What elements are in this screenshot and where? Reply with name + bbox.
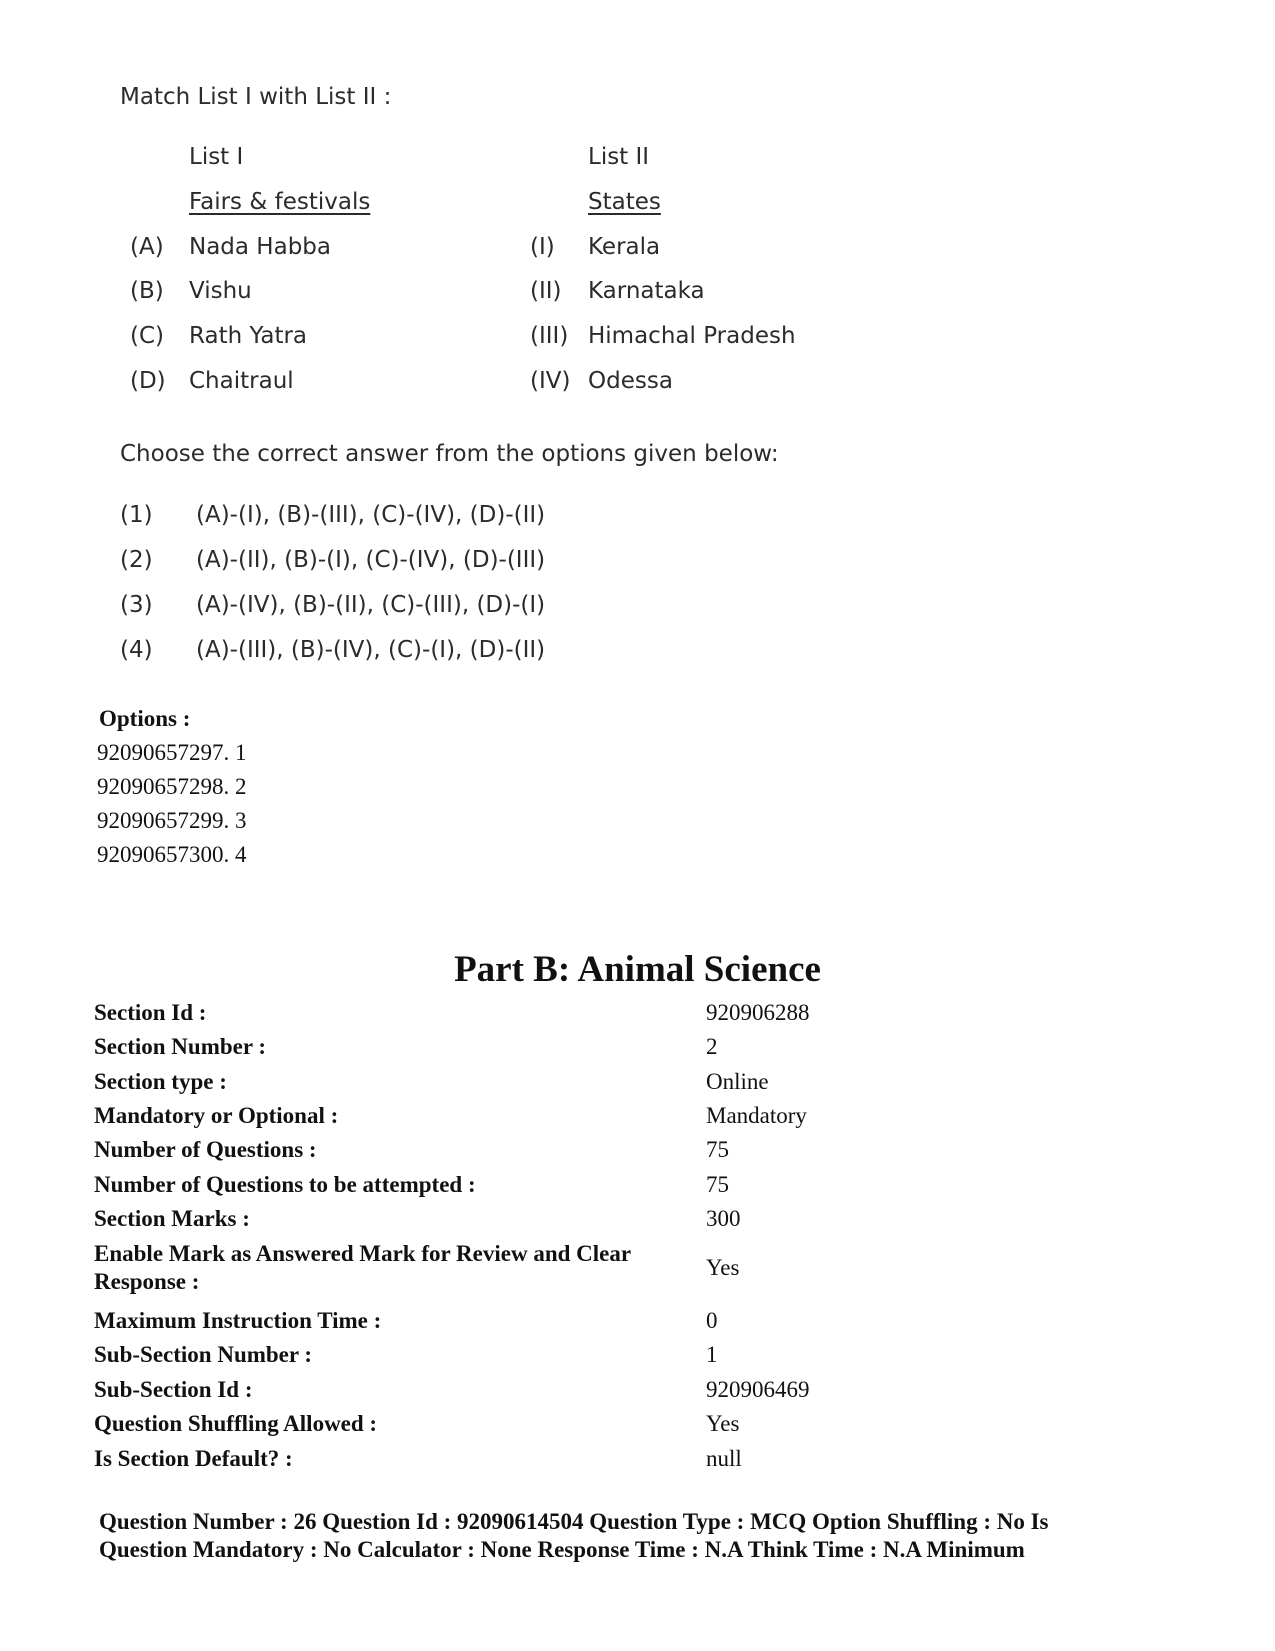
list1-item: Chaitraul bbox=[189, 368, 294, 394]
section-label: Mandatory or Optional : bbox=[94, 1103, 339, 1128]
list2-marker: (II) bbox=[530, 278, 562, 304]
metadata-line: Question Mandatory : No Calculator : None Response Time : N.A Think Time : N.A Minimum bbox=[99, 1537, 1025, 1562]
list1-item: Nada Habba bbox=[189, 234, 331, 260]
list2-subheader: States bbox=[588, 189, 661, 215]
section-label: Enable Mark as Answered Mark for Review and Clear Response : bbox=[94, 1241, 631, 1294]
section-value: Mandatory bbox=[706, 1103, 807, 1128]
section-value: 75 bbox=[706, 1172, 729, 1197]
section-label: Maximum Instruction Time : bbox=[94, 1308, 382, 1333]
section-label: Is Section Default? : bbox=[94, 1446, 293, 1471]
choice-number: (3) bbox=[120, 592, 153, 618]
list2-item: Himachal Pradesh bbox=[588, 323, 796, 349]
list1-marker: (C) bbox=[130, 323, 165, 349]
list1-marker: (D) bbox=[130, 368, 166, 394]
choice-text: (A)-(II), (B)-(I), (C)-(IV), (D)-(III) bbox=[196, 547, 546, 573]
option-item: 92090657300. 4 bbox=[97, 842, 247, 867]
section-value: 2 bbox=[706, 1034, 718, 1059]
list2-item: Kerala bbox=[588, 234, 661, 260]
list2-header: List II bbox=[588, 144, 650, 170]
section-value: 920906288 bbox=[706, 1000, 810, 1025]
list2-marker: (IV) bbox=[530, 368, 571, 394]
list1-marker: (B) bbox=[130, 278, 164, 304]
section-label: Number of Questions : bbox=[94, 1137, 317, 1162]
section-label: Section Number : bbox=[94, 1034, 267, 1059]
option-item: 92090657298. 2 bbox=[97, 774, 247, 799]
question-instruction: Choose the correct answer from the options given below: bbox=[120, 441, 779, 467]
option-item: 92090657299. 3 bbox=[97, 808, 247, 833]
section-label: Number of Questions to be attempted : bbox=[94, 1172, 476, 1197]
list2-marker: (III) bbox=[530, 323, 569, 349]
section-value: 300 bbox=[706, 1206, 741, 1231]
section-label: Section Id : bbox=[94, 1000, 207, 1025]
section-label: Section Marks : bbox=[94, 1206, 250, 1231]
question-image bbox=[0, 0, 1275, 680]
list1-header: List I bbox=[189, 144, 244, 170]
section-label: Question Shuffling Allowed : bbox=[94, 1411, 378, 1436]
options-heading: Options : bbox=[99, 706, 191, 731]
section-label: Sub-Section Id : bbox=[94, 1377, 253, 1402]
section-value: Yes bbox=[706, 1411, 740, 1436]
section-value: Yes bbox=[706, 1255, 740, 1280]
list2-item: Odessa bbox=[588, 368, 673, 394]
choice-number: (2) bbox=[120, 547, 153, 573]
section-label: Sub-Section Number : bbox=[94, 1342, 313, 1367]
list1-item: Rath Yatra bbox=[189, 323, 308, 349]
question-metadata bbox=[99, 1508, 1199, 1564]
section-title: Part B: Animal Science bbox=[454, 949, 821, 990]
section-value: null bbox=[706, 1446, 742, 1471]
section-value: 1 bbox=[706, 1342, 718, 1367]
list2-item: Karnataka bbox=[588, 278, 705, 304]
section-value: 75 bbox=[706, 1137, 729, 1162]
section-value: 0 bbox=[706, 1308, 718, 1333]
section-label: Section type : bbox=[94, 1069, 227, 1094]
choice-number: (1) bbox=[120, 502, 153, 528]
choice-text: (A)-(III), (B)-(IV), (C)-(I), (D)-(II) bbox=[196, 637, 546, 663]
section-value: 920906469 bbox=[706, 1377, 810, 1402]
choice-text: (A)-(IV), (B)-(II), (C)-(III), (D)-(I) bbox=[196, 592, 546, 618]
section-value: Online bbox=[706, 1069, 769, 1094]
choice-text: (A)-(I), (B)-(III), (C)-(IV), (D)-(II) bbox=[196, 502, 546, 528]
list1-marker: (A) bbox=[130, 234, 164, 260]
list2-marker: (I) bbox=[530, 234, 555, 260]
list1-subheader: Fairs & festivals bbox=[189, 189, 371, 215]
option-item: 92090657297. 1 bbox=[97, 740, 247, 765]
question-prompt: Match List I with List II : bbox=[120, 84, 392, 110]
choice-number: (4) bbox=[120, 637, 153, 663]
list1-item: Vishu bbox=[189, 278, 252, 304]
metadata-line: Question Number : 26 Question Id : 92090614504 Question Type : MCQ Option Shuffling : No Is bbox=[99, 1509, 1049, 1534]
